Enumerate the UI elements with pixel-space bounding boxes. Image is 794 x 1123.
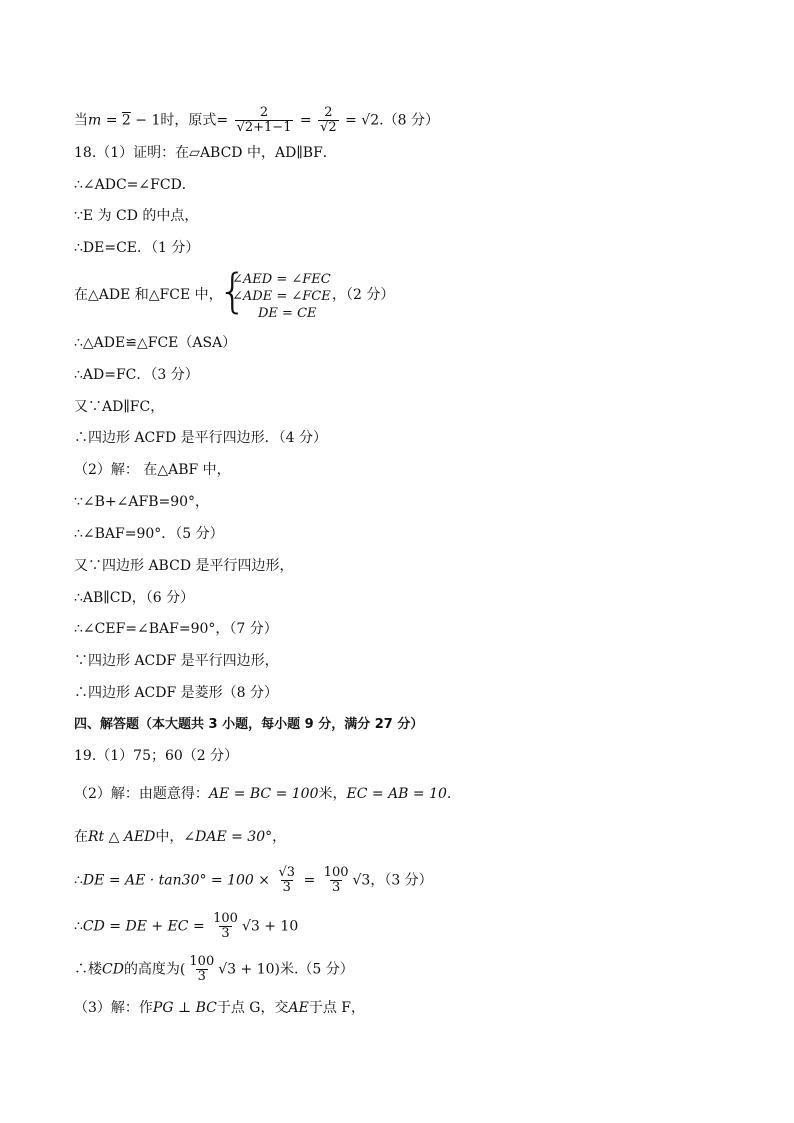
fraction-denominator: 3 — [331, 880, 341, 895]
line-4: ∵E 为 CD 的中点， — [74, 208, 199, 224]
text: 时，原式= — [160, 112, 229, 129]
fraction — [276, 866, 297, 895]
text: = — [101, 112, 122, 129]
line-18: ∴四边形 ACDF 是菱形（8 分） — [74, 685, 279, 701]
math-expr: ∠DAE = 30° — [183, 829, 273, 845]
text: （3）解：作 — [74, 1000, 153, 1016]
line-16: ∴∠CEF=∠BAF=90°，（7 分） — [74, 621, 278, 637]
line-3: ∴∠ADC=∠FCD． — [74, 177, 196, 193]
fraction-denominator: 3 — [282, 880, 291, 895]
line-9: 又∵AD∥FC， — [74, 399, 165, 415]
line-10: ∴四边形 ACFD 是平行四边形．（4 分） — [74, 430, 328, 446]
text: ，（2 分） — [332, 287, 395, 303]
text: ∴楼 — [74, 961, 102, 978]
line-21 — [74, 785, 451, 803]
fraction — [322, 866, 351, 895]
text: ∴ — [74, 872, 83, 889]
line-8: ∴AD=FC．（3 分） — [74, 367, 199, 383]
fraction-numerator: 100 — [213, 911, 238, 926]
line-15: ∴AB∥CD，（6 分） — [74, 590, 195, 606]
math-expr: AE = BC = 100 — [208, 786, 319, 802]
fraction — [187, 955, 216, 984]
text: 在 — [74, 829, 88, 845]
math-expr: CD — [102, 961, 124, 978]
line-2: 18.（1）证明：在▱ABCD 中，AD∥BF． — [74, 145, 337, 161]
fraction-numerator: 100 — [189, 954, 215, 969]
text: （2）解：由题意得： — [74, 786, 209, 802]
fraction-numerator: 100 — [323, 865, 349, 880]
line-24 — [74, 912, 298, 941]
math-expr: AE — [288, 1000, 309, 1016]
fraction-numerator: √3 — [278, 865, 296, 880]
text: 米， — [318, 786, 347, 802]
line-1 — [74, 106, 439, 135]
line-5: ∴DE=CE．（1 分） — [74, 240, 200, 256]
math-expr: PG ⊥ BC — [152, 1000, 217, 1016]
text: ， — [272, 829, 287, 845]
fraction — [318, 106, 339, 135]
math-expr: Rt △ AED — [88, 829, 156, 845]
sqrt-value: 2 — [121, 112, 131, 129]
line-14: 又∵四边形 ABCD 是平行四边形， — [74, 558, 294, 574]
fraction-numerator: 2 — [324, 105, 333, 120]
fraction-numerator: 2 — [259, 105, 269, 120]
math-expr: √3 + 10 — [241, 918, 299, 935]
text: 当 — [74, 112, 88, 129]
text: = — [295, 112, 317, 129]
line-13: ∴∠BAF=90°．（5 分） — [74, 526, 224, 542]
text: = — [299, 872, 320, 889]
line-11: （2）解： 在△ABF 中， — [74, 462, 231, 478]
text: 在△ADE 和△FCE 中， — [74, 287, 223, 303]
section-heading: 四、解答题（本大题共 3 小题，每小题 9 分，满分 27 分） — [74, 717, 424, 732]
equation-row: ∠ADE = ∠FCE — [232, 289, 331, 304]
line-12: ∵∠B+∠AFB=90°， — [74, 494, 210, 510]
text: ∴ — [74, 918, 83, 935]
brace-icon: { — [218, 264, 248, 318]
line-22 — [74, 828, 286, 846]
text: 的高度为( — [123, 961, 186, 978]
line-25 — [74, 955, 354, 984]
line-20: 19.（1）75；60（2 分） — [74, 748, 239, 764]
line-7: ∴△ADE≌△FCE（ASA） — [74, 335, 237, 351]
line-23 — [74, 866, 433, 895]
line-17: ∵四边形 ACDF 是平行四边形， — [74, 653, 279, 669]
fraction — [235, 106, 294, 135]
text: 米.（5 分） — [279, 961, 354, 978]
fraction-denominator: 3 — [197, 969, 206, 984]
fraction-denominator: 3 — [221, 926, 230, 941]
fraction-denominator: √2 — [320, 120, 337, 135]
text: 于点 G，交 — [216, 1000, 289, 1016]
line-6 — [74, 264, 474, 324]
line-26 — [74, 999, 365, 1017]
math-expr: √3 + 10) — [218, 961, 280, 978]
math-expr: CD = DE + EC = — [82, 918, 210, 935]
equation-row: ∠AED = ∠FEC — [232, 272, 331, 287]
text: 于点 F， — [308, 1000, 366, 1016]
text: ，（3 分） — [370, 872, 433, 889]
text: = √2.（8 分） — [340, 112, 439, 129]
text: − 1 — [130, 112, 161, 129]
equation-row: DE = CE — [258, 306, 317, 321]
math-expr: √3 — [352, 872, 371, 889]
math-expr: EC = AB = 10. — [346, 786, 452, 802]
fraction — [211, 912, 240, 941]
text: 中， — [155, 829, 184, 845]
fraction-denominator: √2+1−1 — [236, 120, 292, 135]
math-expr: DE = AE · tan30° = 100 × — [82, 872, 275, 889]
math-var: m — [88, 112, 102, 129]
